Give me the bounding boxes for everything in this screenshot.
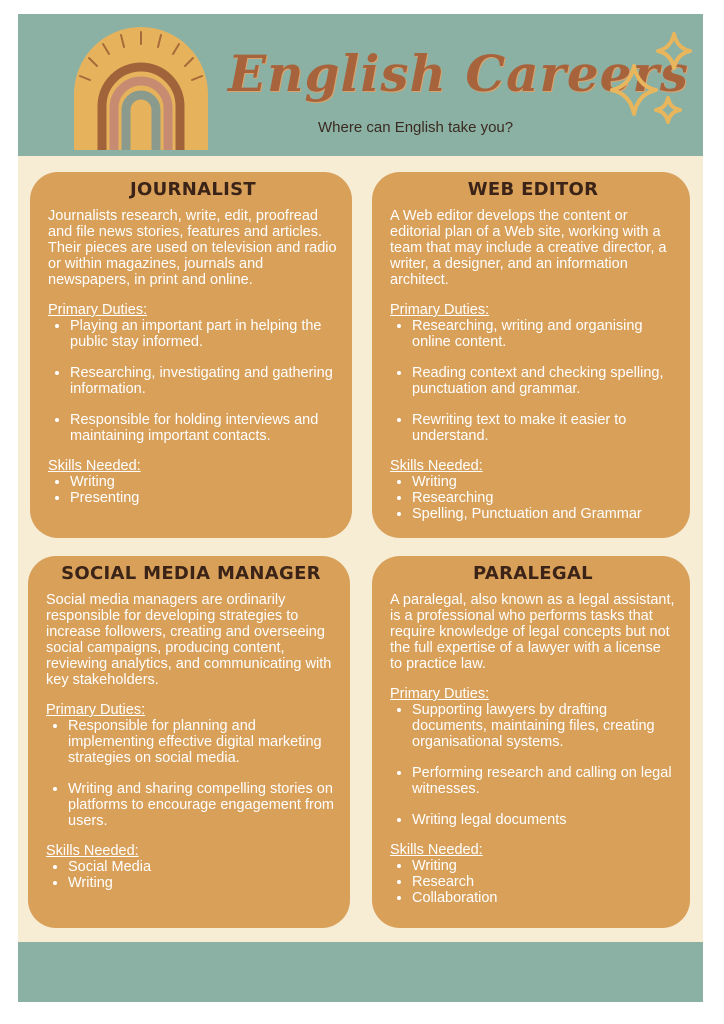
skill-item: • Writing (70, 474, 338, 490)
career-description: Journalists research, write, edit, proofread and file news stories, features and articles. Their pieces are used on television and radio or within magazines, journals and newspapers, in print and online. (48, 208, 337, 288)
duty-item: • Supporting lawyers by drafting documents, maintaining files, creating organisational systems. (412, 702, 676, 750)
duties-list (48, 318, 338, 444)
career-description: A Web editor develops the content or editorial plan of a Web site, working with a team that may include a creative director, a writer, a designer, and an information architect. (390, 208, 667, 288)
career-title: WEB EDITOR (467, 179, 599, 200)
duties-label: Primary Duties: (48, 302, 148, 318)
duties-list (390, 702, 676, 828)
duty-item: • Responsible for planning and implementing effective digital marketing strategies on social media. (68, 718, 336, 766)
duty-item: • Playing an important part in helping the public stay informed. (70, 318, 338, 350)
skills-list (46, 859, 336, 891)
career-card-paralegal (372, 556, 690, 928)
career-title: PARALEGAL (473, 563, 593, 584)
skills-label: Skills Needed: (48, 458, 141, 474)
duty-item: • Researching, writing and organising online content. (412, 318, 676, 350)
skill-item: • Spelling, Punctuation and Grammar (412, 506, 676, 522)
duty-item: • Researching, investigating and gathering information. (70, 365, 338, 397)
skills-list (390, 474, 676, 522)
skill-item: • Writing (412, 858, 676, 874)
skills-label: Skills Needed: (390, 458, 483, 474)
career-title: SOCIAL MEDIA MANAGER (61, 563, 321, 584)
duties-list (46, 718, 336, 829)
skill-item: • Writing (412, 474, 676, 490)
skill-item: • Researching (412, 490, 676, 506)
duty-item: • Rewriting text to make it easier to understand. (412, 412, 676, 444)
duty-item: • Writing legal documents (412, 812, 676, 828)
footer-banner (18, 942, 703, 1002)
duties-label: Primary Duties: (390, 686, 490, 702)
duty-item: • Reading context and checking spelling, punctuation and grammar. (412, 365, 676, 397)
page-title: English Careers (228, 44, 689, 103)
career-title: JOURNALIST (130, 179, 256, 200)
duties-label: Primary Duties: (390, 302, 490, 318)
skills-list (48, 474, 338, 506)
career-description: A paralegal, also known as a legal assistant, is a professional who performs tasks that require knowledge of legal concepts but not the full expertise of a lawyer with a license to practice law. (390, 592, 675, 672)
skill-item: • Collaboration (412, 890, 676, 906)
duties-list (390, 318, 676, 444)
career-card-journalist (30, 172, 352, 538)
skill-item: • Writing (68, 875, 336, 891)
career-card-social-media-manager (28, 556, 350, 928)
career-description: Social media managers are ordinarily responsible for developing strategies to increase followers, creating and overseeing social campaigns, producing content, reviewing analytics, and communicating with key stakeholders. (46, 592, 332, 688)
skills-label: Skills Needed: (46, 843, 139, 859)
career-card-web-editor (372, 172, 690, 538)
skill-item: • Presenting (70, 490, 338, 506)
skill-item: • Social Media (68, 859, 336, 875)
duty-item: • Responsible for holding interviews and maintaining important contacts. (70, 412, 338, 444)
skills-label: Skills Needed: (390, 842, 483, 858)
duty-item: • Performing research and calling on legal witnesses. (412, 765, 676, 797)
page-subtitle: Where can English take you? (318, 119, 514, 136)
duties-label: Primary Duties: (46, 702, 146, 718)
duty-item: • Writing and sharing compelling stories on platforms to encourage engagement from users. (68, 781, 336, 829)
skills-list (390, 858, 676, 906)
rainbow-icon (66, 22, 216, 152)
sparkle-icon (608, 24, 698, 134)
header-banner (18, 14, 703, 156)
skill-item: • Research (412, 874, 676, 890)
